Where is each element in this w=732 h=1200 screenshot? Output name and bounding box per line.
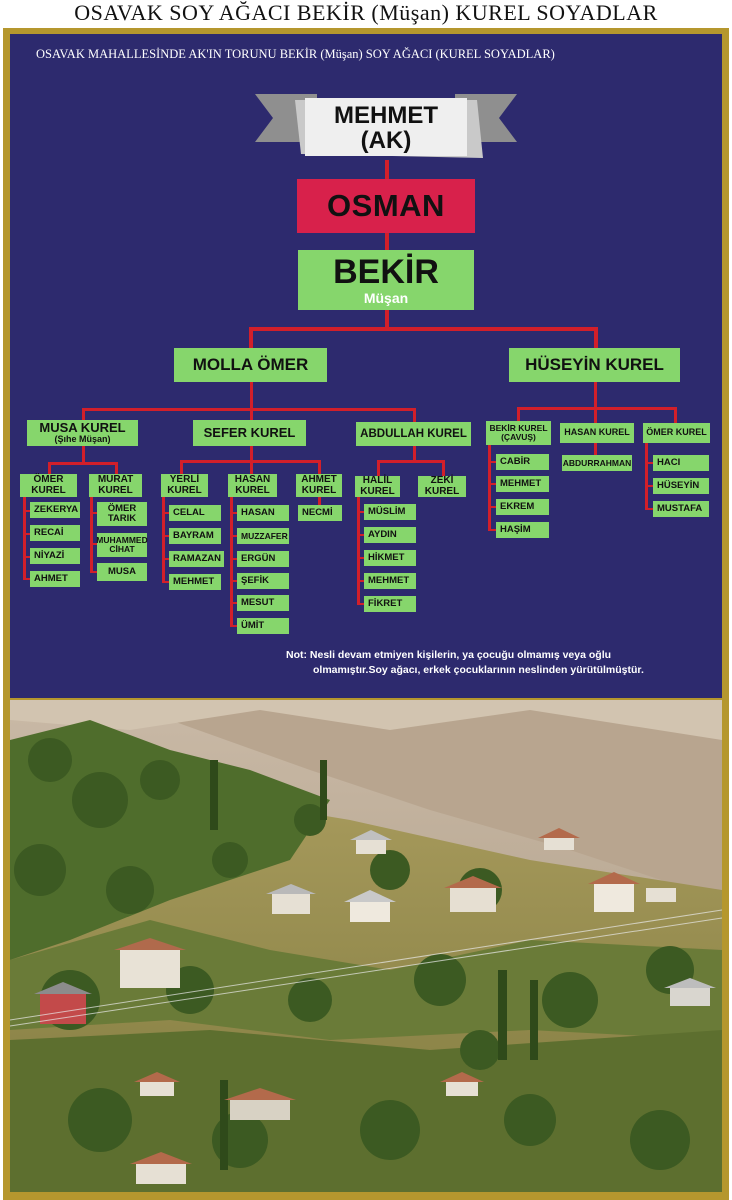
name-line2: TARIK [107, 513, 137, 524]
hasan-kurel-s-line1: HASAN [234, 474, 271, 485]
list-item-muzzafer [237, 528, 289, 544]
name-label: CELAL [173, 507, 205, 519]
bekir-kurel-label: BEKİR KUREL [489, 423, 548, 434]
murat-kurel-line1: MURAT [97, 474, 134, 485]
node-bekir [298, 250, 474, 310]
root-node-mehmet [305, 100, 467, 156]
name-label: ERGÜN [241, 553, 276, 565]
list-item-muslim [364, 504, 416, 520]
list-item-abdurrahman [562, 455, 632, 471]
list-item-ekrem [496, 499, 549, 515]
abdullah-kurel-label: ABDULLAH KUREL [360, 427, 467, 440]
name-label: FİKRET [368, 598, 403, 610]
name-label: RECAİ [34, 527, 64, 539]
list-item-cabir [496, 454, 549, 470]
name-label: NİYAZİ [34, 550, 65, 562]
name-label: MUZZAFER [241, 530, 288, 541]
omer-kurel-m-line1: ÖMER [33, 474, 64, 485]
name-label: ŞEFİK [241, 575, 269, 587]
name-label: HÜSEYİN [657, 480, 700, 492]
name-label: AYDIN [368, 529, 397, 541]
list-item-aydin [364, 527, 416, 543]
hasan-kurel-s-line2: KUREL [235, 484, 270, 496]
list-item-haci [653, 455, 709, 471]
musa-kurel-nickname: (Şıhe Müşan) [54, 434, 111, 445]
list-item-fikret [364, 596, 416, 612]
list-item-ahmet [30, 571, 80, 587]
page-title: OSAVAK SOY AĞACI BEKİR (Müşan) KUREL SOYADLAR [74, 0, 658, 25]
name-line1: MUHAMMED [96, 535, 148, 546]
node-ahmet-kurel-s [296, 474, 342, 497]
bekir-kurel-nickname: (ÇAVUŞ) [501, 432, 536, 442]
name-label: HASAN [241, 507, 275, 519]
name-label: BAYRAM [173, 530, 214, 542]
list-item-bayram [169, 528, 221, 544]
node-omer-kurel-h [643, 423, 710, 443]
node-halil-kurel [355, 476, 400, 497]
name-label: CABİR [500, 456, 531, 468]
name-label: ZEKERYA [34, 504, 79, 516]
name-label: HACI [657, 457, 681, 469]
list-item-omer-tarik [97, 502, 147, 526]
footnote [286, 648, 716, 678]
name-label: MEHMET [368, 575, 410, 587]
murat-kurel-line2: KUREL [98, 484, 133, 496]
footnote-line2: olmamıştır.Soy ağacı, erkek çocuklarının neslinden yürütülmüştür. [313, 664, 644, 676]
node-molla-omer [174, 348, 327, 382]
name-label: MUSTAFA [657, 503, 703, 515]
footnote-line1: Not: Nesli devam etmiyen kişilerin, ya çocuğu olmamış veya oğlu [286, 649, 612, 661]
omer-kurel-m-line2: KUREL [31, 484, 66, 496]
list-item-hasan [237, 505, 289, 521]
list-item-zekerya [30, 502, 80, 518]
name-label: MEHMET [500, 478, 542, 490]
node-huseyin-kurel [509, 348, 680, 382]
name-line1: ÖMER [107, 503, 137, 515]
name-label: EKREM [500, 501, 535, 513]
list-item-niyazi [30, 548, 80, 564]
village-landscape-photo [10, 700, 722, 1192]
huseyin-kurel-label: HÜSEYİN KUREL [525, 355, 664, 375]
list-item-mehmet-h [364, 573, 416, 589]
node-omer-kurel-m [20, 474, 77, 497]
node-abdullah-kurel [356, 422, 471, 446]
node-musa-kurel [27, 420, 138, 446]
musa-kurel-label: MUSA KUREL [39, 420, 126, 436]
list-item-recai [30, 525, 80, 541]
bekir-nickname: Müşan [363, 289, 409, 306]
list-item-hasim [496, 522, 549, 538]
tree-subtitle: OSAVAK MAHALLESİNDE AK'IN TORUNU BEKİR (Müşan) SOY AĞACI (KUREL SOYADLAR) [36, 47, 555, 61]
osman-label: OSMAN [327, 187, 445, 223]
node-sefer-kurel [193, 420, 306, 446]
name-label: HAŞİM [500, 524, 531, 536]
list-item-necmi [298, 505, 342, 521]
zeki-kurel-line1: ZEKİ [430, 475, 454, 486]
list-item-huseyin [653, 478, 709, 494]
node-yerli-kurel [161, 474, 208, 497]
node-murat-kurel [89, 474, 142, 497]
node-hasan-kurel-s [228, 474, 277, 497]
sefer-kurel-label: SEFER KUREL [203, 425, 296, 441]
bekir-label: BEKİR [333, 252, 439, 291]
molla-omer-label: MOLLA ÖMER [192, 355, 309, 375]
ahmet-kurel-s-line1: AHMET [301, 474, 337, 485]
name-line2: CİHAT [109, 544, 135, 554]
list-item-mehmet-y [169, 574, 221, 590]
node-bekir-kurel [486, 421, 551, 445]
node-hasan-kurel-h [560, 423, 634, 443]
list-item-musa [97, 563, 147, 581]
list-item-umit [237, 618, 289, 634]
halil-kurel-line2: KUREL [360, 485, 395, 497]
list-item-mesut [237, 595, 289, 611]
list-item-hikmet [364, 550, 416, 566]
yerli-kurel-line1: YERLİ [169, 474, 200, 485]
name-label: NECMİ [302, 507, 333, 519]
name-label: MÜSLİM [368, 506, 406, 518]
zeki-kurel-line2: KUREL [424, 485, 460, 497]
root-name: MEHMET [334, 101, 438, 129]
list-item-ramazan [169, 551, 224, 567]
name-label: AHMET [34, 573, 68, 585]
ahmet-kurel-s-line2: KUREL [301, 484, 337, 496]
list-item-mehmet-b [496, 476, 549, 492]
name-label: RAMAZAN [173, 553, 222, 565]
root-nickname: (AK) [360, 127, 412, 154]
omer-kurel-h-label: ÖMER KUREL [646, 427, 707, 438]
name-label: ABDURRAHMAN [562, 457, 632, 468]
list-item-mustafa [653, 501, 709, 517]
halil-kurel-line1: HALİL [362, 475, 393, 486]
yerli-kurel-line2: KUREL [167, 484, 202, 496]
list-item-celal [169, 505, 221, 521]
node-zeki-kurel [418, 476, 466, 497]
name-label: MESUT [241, 597, 275, 609]
name-label: MEHMET [173, 576, 215, 588]
list-item-muhammed-cihat [97, 533, 147, 557]
name-label: ÜMİT [241, 620, 265, 632]
name-label: MUSA [108, 566, 136, 578]
name-label: HİKMET [368, 552, 405, 564]
list-item-sefik [237, 573, 289, 589]
list-item-ergun [237, 551, 289, 567]
hasan-kurel-h-label: HASAN KUREL [564, 427, 630, 438]
node-osman [297, 179, 475, 233]
